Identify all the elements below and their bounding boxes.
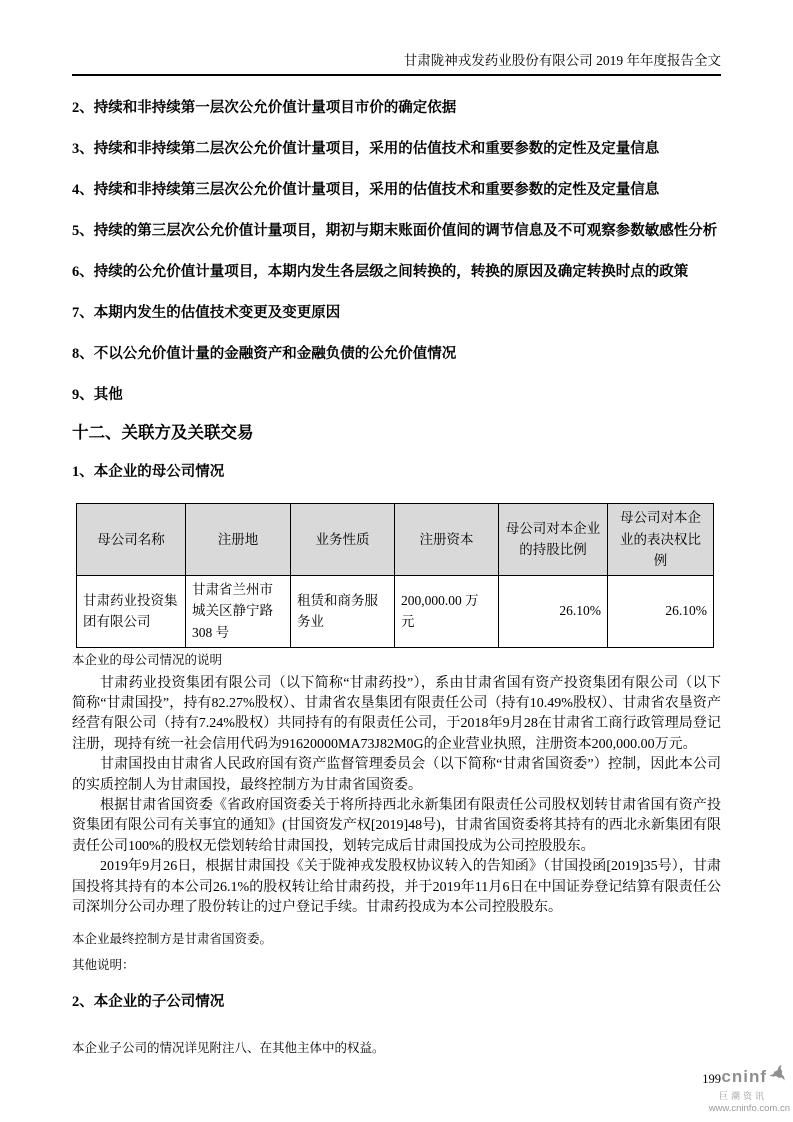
section-heading-parent-company: 1、本企业的母公司情况 (72, 464, 225, 480)
section-heading-subsidiaries: 2、本企业的子公司情况 (72, 994, 225, 1011)
cninfo-logo (694, 1064, 790, 1114)
subsidiary-note: 本企业子公司的情况详见附注八、在其他主体中的权益。 (72, 1041, 385, 1056)
fair-value-item-8: 8、不以公允价值计量的金融资产和金融负债的公允价值情况 (72, 346, 457, 362)
col-header-parent-name: 母公司名称 (77, 504, 186, 576)
fair-value-item-3: 3、持续和非持续第二层次公允价值计量项目，采用的估值技术和重要参数的定性及定量信息 (72, 141, 660, 157)
fair-value-item-5: 5、持续的第三层次公允价值计量项目，期初与期末账面价值间的调节信息及不可观察参数敏感性分析 (72, 223, 718, 239)
other-note-label: 其他说明： (72, 958, 135, 973)
report-header-title: 甘肃陇神戎发药业股份有限公司 2019 年年度报告全文 (403, 53, 721, 68)
page-number: 199 (702, 1072, 721, 1087)
fair-value-item-9: 9、其他 (72, 387, 123, 403)
parent-company-notes (72, 674, 721, 919)
parent-company-note-caption: 本企业的母公司情况的说明 (72, 652, 223, 667)
col-header-registered-capital: 注册资本 (395, 504, 499, 576)
cninfo-logo-row (694, 1064, 790, 1088)
fair-value-item-4: 4、持续和非持续第三层次公允价值计量项目，采用的估值技术和重要参数的定性及定量信息 (72, 182, 660, 198)
cninfo-cn-name: 巨潮资讯 (718, 1091, 767, 1101)
cninfo-url: www.cninfo.com.cn (708, 1103, 790, 1114)
table-header-row (77, 504, 714, 576)
parent-company-table (76, 503, 714, 648)
chapter-heading-related-parties: 十二、关联方及关联交易 (72, 423, 254, 442)
cell-holding-ratio: 26.10% (499, 575, 608, 647)
fair-value-item-2: 2、持续和非持续第一层次公允价值计量项目市价的确定依据 (72, 100, 457, 116)
cninfo-wordmark: cninf (721, 1066, 767, 1086)
final-controller-note: 本企业最终控制方是甘肃省国资委。 (72, 932, 273, 947)
cninfo-swirl-icon (769, 1064, 788, 1088)
header-divider-line (72, 74, 721, 76)
fair-value-item-6: 6、持续的公允价值计量项目，本期内发生各层级之间转换的，转换的原因及确定转换时点的政策 (72, 264, 689, 280)
cell-voting-ratio: 26.10% (608, 575, 714, 647)
cell-business-nature: 租赁和商务服务业 (291, 575, 395, 647)
note-paragraph: 甘肃药业投资集团有限公司（以下简称“甘肃药投”），系由甘肃省国有资产投资集团有限公司（以下简称“甘肃国投”，持有82.27%股权）、甘肃省农垦集团有限责任公司（持有10.49%股权）、甘肃省农垦资产经营有限公司（持有7.24%股权）共同持有的有限责任公司，于2018年9月28在甘肃省工商行政管理局登记注册，现持有统一社会信用代码为91620000MA73J82M0G的企业营业执照，注册资本200,000.00万元。 (72, 675, 721, 752)
col-header-registered-address: 注册地 (186, 504, 291, 576)
col-header-holding-ratio: 母公司对本企业的持股比例 (499, 504, 608, 576)
col-header-business-nature: 业务性质 (291, 504, 395, 576)
note-paragraph: 根据甘肃省国资委《省政府国资委关于将所持西北永新集团有限责任公司股权划转甘肃省国有资产投资集团有限公司有关事宜的通知》(甘国资发产权[2019]48号)，甘肃省国资委将其持有的西北永新集团有限责任公司100%的股权无偿划转给甘肃国投，划转完成后甘肃国投成为公司控股股东。 (72, 798, 721, 854)
col-header-voting-ratio: 母公司对本企业的表决权比例 (608, 504, 714, 576)
cell-registered-address: 甘肃省兰州市城关区静宁路 308 号 (186, 575, 291, 647)
fair-value-item-7: 7、本期内发生的估值技术变更及变更原因 (72, 305, 341, 321)
table-row (77, 575, 714, 647)
note-paragraph: 2019年9月26日，根据甘肃国投《关于陇神戎发股权协议转入的告知函》（甘国投函[2019]35号），甘肃国投将其持有的本公司26.1%的股权转让给甘肃药投，并于2019年11月6日在中国证券登记结算有限责任公司深圳分公司办理了股份转让的过户登记手续。甘肃药投成为本公司控股股东。 (72, 859, 721, 916)
cell-registered-capital: 200,000.00 万元 (395, 575, 499, 647)
cell-parent-name: 甘肃药业投资集团有限公司 (77, 575, 186, 647)
note-paragraph: 甘肃国投由甘肃省人民政府国有资产监督管理委员会（以下简称“甘肃省国资委”）控制，因此本公司的实质控制人为甘肃国投，最终控制方为甘肃省国资委。 (72, 757, 721, 793)
